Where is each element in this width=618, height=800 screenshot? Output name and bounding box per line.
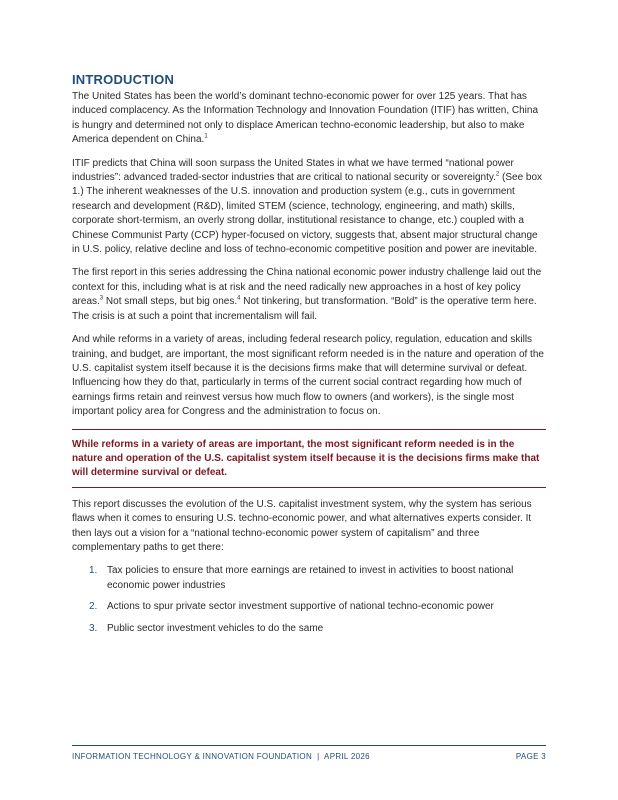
paragraph-3-text-b: Not small steps, but big ones. xyxy=(103,296,238,308)
pull-quote-text: While reforms in a variety of areas are important, the most significant reform needed is in the nature and operation of the U.S. capitalist system itself because it is the decisions firms make that will determine survival or defeat. xyxy=(72,438,540,479)
paragraph-1 xyxy=(72,90,546,148)
paragraph-2-text-b: (See box 1.) The inherent weaknesses of the U.S. innovation and production system (e.g., cuts in government research and development (R&D), limited STEM (science, technology, engineering, and math) skills, corporate short-termism, an overly strong dollar, institutional resistance to change, etc.) coupled with a Chinese Communist Party (CCP) hyper-focused on victory, suggests that, absent major structural change in U.S. policy, relative decline and loss of techno-economic competitive position and power are inevitable. xyxy=(72,172,543,256)
footnote-ref-1[interactable]: 1 xyxy=(204,133,208,140)
list-number: 3. xyxy=(89,622,98,634)
paragraph-1-text: The United States has been the world’s dominant techno-economic power for over 125 years. That has induced complacency. As the Information Technology and Innovation Foundation (ITIF) has written, China is hungry and determined not only to displace American techno-economic leadership, but also to make America dependent on China. xyxy=(72,91,539,146)
list-number: 1. xyxy=(89,565,98,577)
paragraph-3-text-a: The first report in this series addressing the China national economic power industry challenge laid out the context for this, including what is at risk and the need radically new approaches in a host of key policy areas. xyxy=(72,267,542,308)
footnote-ref-3[interactable]: 3 xyxy=(99,295,104,302)
section-title: INTRODUCTION xyxy=(72,72,175,87)
page-content xyxy=(72,72,546,643)
list-item-text: Public sector investment vehicles to do the same xyxy=(107,622,324,634)
list-item-text: Tax policies to ensure that more earnings are retained to invest in activities to boost national economic power industries xyxy=(107,565,514,591)
paragraph-2 xyxy=(72,157,546,258)
footnote-ref-4[interactable]: 4 xyxy=(237,295,241,302)
footnote-ref-2[interactable]: 2 xyxy=(495,171,500,178)
paragraph-2-text-a: ITIF predicts that China will soon surpass the United States in what we have termed “national power industries”: advanced traded-sector industries that are critical to national security or sovereignty. xyxy=(72,157,514,184)
page-number: PAGE 3 xyxy=(515,752,546,761)
list-number: 2. xyxy=(89,601,98,613)
list-item xyxy=(89,564,546,593)
page-footer xyxy=(72,745,546,761)
list-item xyxy=(89,600,546,614)
list-item xyxy=(89,622,546,636)
paragraph-3 xyxy=(72,266,546,324)
paragraph-4: And while reforms in a variety of areas, including federal research policy, regulation, education and skills training, and budget, are important, the most significant reform needed is in the nature and operation of the U.S. capitalist system itself because it is the decisions firms make that will determine survival or defeat. Influencing how they do that, particularly in terms of the current social contract regarding how much of earnings firms retain and reinvest versus how much flow to owners (and workers), is the single most important policy area for Congress and the administration to focus on. xyxy=(72,334,544,418)
paths-list xyxy=(72,564,546,636)
paragraph-5: This report discusses the evolution of the U.S. capitalist investment system, why the system has serious flaws when it comes to ensuring U.S. techno-economic power, and what alternatives experts consider. It then lays out a vision for a “national techno-economic power system of capitalism” and three complementary paths to get there: xyxy=(72,498,532,553)
paragraph-3-text-c: Not tinkering, but transformation. “Bold” is the operative term here. The crisis is at such a point that incrementalism will fail. xyxy=(72,296,537,322)
list-item-text: Actions to spur private sector investment supportive of national techno-economic power xyxy=(107,601,494,613)
footer-org-date: INFORMATION TECHNOLOGY & INNOVATION FOUNDATION | APRIL 2026 xyxy=(72,752,370,761)
pull-quote xyxy=(72,429,546,488)
